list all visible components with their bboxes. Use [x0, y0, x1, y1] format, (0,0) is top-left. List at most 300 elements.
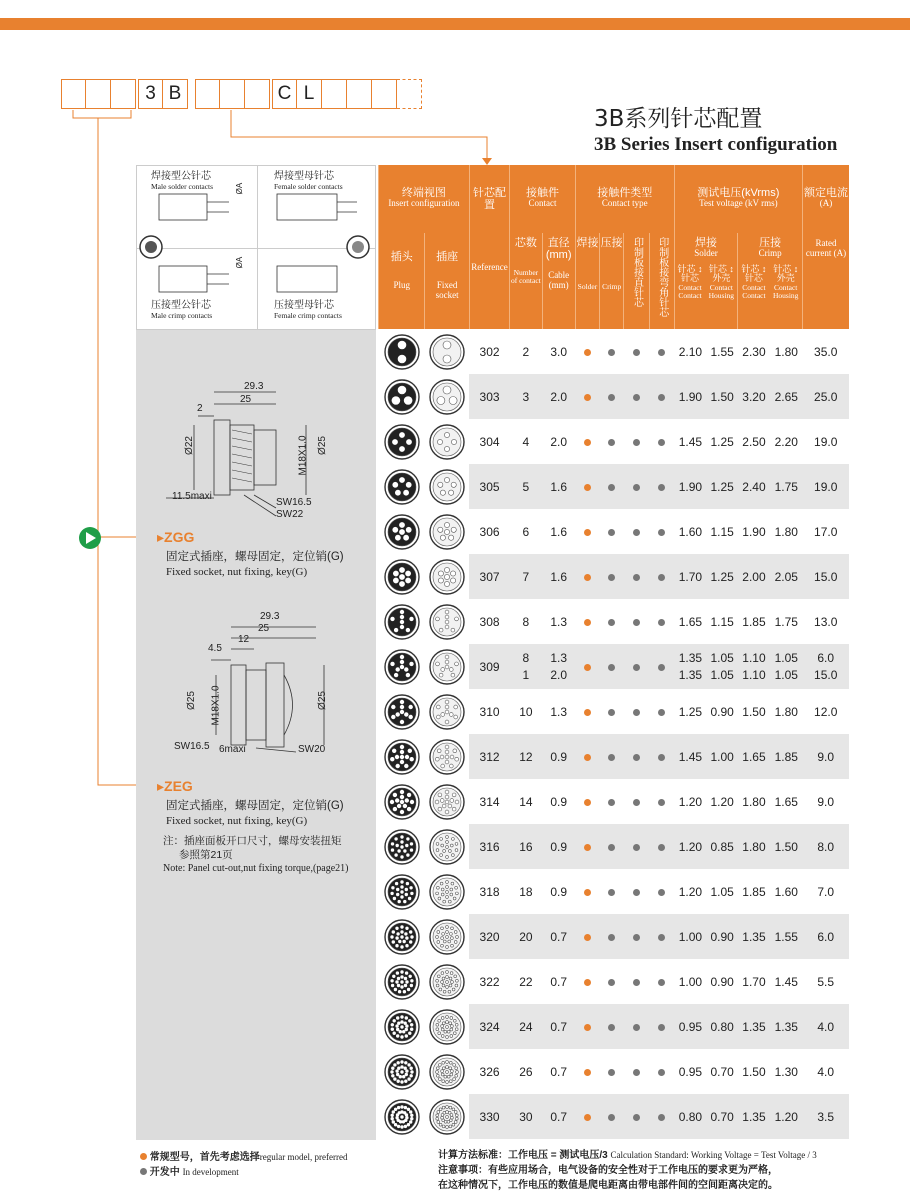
number-cell: 22 [510, 959, 542, 1004]
voltage-cell: 1.90 [674, 464, 706, 509]
voltage-cell: 1.50 [770, 824, 802, 869]
reference-cell: 310 [469, 689, 509, 734]
voltage-cell: 1.35 1.35 [674, 644, 706, 689]
plug-insert-icon [379, 464, 425, 509]
orange-dot-icon [584, 709, 591, 716]
number-cell: 3 [510, 374, 542, 419]
voltage-cell: 1.20 [707, 779, 738, 824]
diameter-cell: 1.6 [542, 554, 575, 599]
grey-dot-icon [608, 1114, 615, 1121]
footnotes: 计算方法标准：工作电压 = 测试电压/3 Calculation Standard: Working Voltage = Test Voltage / 3 注意事项：有些应用场合，电气设备的安全性对于工作电压的要求更为严格， 在这种情况下，工作电压的数值是爬电距离由带电部件间的空间距离决定的。 [438, 1150, 817, 1191]
rated-current-cell: 35.0 [802, 329, 849, 374]
rated-current-cell: 15.0 [802, 554, 849, 599]
socket-insert-icon [425, 464, 469, 509]
grey-dot-icon [633, 1024, 640, 1031]
plug-insert-icon [379, 779, 425, 824]
plug-insert-icon [379, 509, 425, 554]
voltage-cell: 1.05 1.05 [770, 644, 802, 689]
solder-header: 焊接 Solder [575, 233, 599, 329]
plug-insert-icon [379, 599, 425, 644]
voltage-cell: 0.90 [707, 959, 738, 1004]
dia-label: ØA [235, 256, 245, 269]
plug-insert-icon [379, 419, 425, 464]
voltage-cell: 1.65 [770, 779, 802, 824]
contact-types-panel [136, 165, 376, 330]
voltage-cell: 1.10 1.10 [738, 644, 770, 689]
voltage-cell: 1.90 [674, 374, 706, 419]
grey-dot-icon [658, 394, 665, 401]
pcb-angle-cell [649, 914, 674, 959]
grey-dot-icon [608, 394, 615, 401]
grey-dot-icon [633, 934, 640, 941]
voltage-cell: 1.80 [738, 824, 770, 869]
code-box: L [297, 79, 322, 109]
voltage-cell: 1.90 [738, 509, 770, 554]
rated-current-header: 额定电流 (A) Rated current (A) [802, 165, 849, 329]
voltage-cell: 1.80 [738, 779, 770, 824]
plug-header: 插头 Plug [379, 233, 425, 329]
table-row [379, 824, 850, 869]
table-row [379, 689, 850, 734]
voltage-cell: 1.70 [738, 959, 770, 1004]
rated-current-cell: 19.0 [802, 419, 849, 464]
plug-insert-icon [379, 554, 425, 599]
crimp-cell [600, 464, 624, 509]
rated-current-cell: 8.0 [802, 824, 849, 869]
grey-dot-icon [658, 349, 665, 356]
reference-cell: 308 [469, 599, 509, 644]
plug-insert-icon [379, 1094, 425, 1139]
voltage-cell: 1.60 [674, 509, 706, 554]
rated-current-cell: 19.0 [802, 464, 849, 509]
grey-dot-icon [658, 754, 665, 761]
diameter-cell: 1.6 [542, 464, 575, 509]
grey-dot-icon [633, 1114, 640, 1121]
voltage-cell: 2.00 [738, 554, 770, 599]
pcb-straight-header: 印制板接直针芯 [624, 233, 649, 329]
voltage-cell: 1.85 [770, 734, 802, 779]
pcb-angle-cell [649, 374, 674, 419]
voltage-cell: 0.80 [674, 1094, 706, 1139]
solder-cell [575, 599, 599, 644]
code-box: C [272, 79, 297, 109]
grey-dot-icon [608, 349, 615, 356]
pcb-angle-cell [649, 734, 674, 779]
reference-cell: 322 [469, 959, 509, 1004]
diameter-cell: 0.7 [542, 959, 575, 1004]
dim-label: 25 [258, 623, 270, 634]
pcb-angle-cell [649, 554, 674, 599]
pcb-angle-cell [649, 419, 674, 464]
rated-current-cell: 6.0 [802, 914, 849, 959]
crimp-cell [600, 509, 624, 554]
reference-cell: 318 [469, 869, 509, 914]
socket-insert-icon [425, 779, 469, 824]
solder-cell [575, 419, 599, 464]
table-row [379, 509, 850, 554]
reference-cell: 312 [469, 734, 509, 779]
grey-dot-icon [608, 574, 615, 581]
grey-dot-icon [658, 1069, 665, 1076]
diameter-cell: 0.9 [542, 824, 575, 869]
solder-cell [575, 1094, 599, 1139]
solder-cell [575, 644, 599, 689]
pcb-straight-cell [624, 689, 649, 734]
socket-insert-icon [425, 509, 469, 554]
pcb-straight-cell [624, 824, 649, 869]
grey-dot-icon [608, 754, 615, 761]
grey-dot-icon [633, 529, 640, 536]
grey-dot-icon [633, 844, 640, 851]
voltage-cell: 1.80 [770, 689, 802, 734]
pcb-angle-header: 印制板接弯角针芯 [649, 233, 674, 329]
grey-dot-icon [633, 754, 640, 761]
socket-insert-icon [425, 419, 469, 464]
voltage-cell: 1.55 [770, 914, 802, 959]
voltage-cell: 0.70 [707, 1094, 738, 1139]
grey-dot-icon [140, 1168, 147, 1175]
socket-insert-icon [425, 1004, 469, 1049]
orange-dot-icon [584, 889, 591, 896]
crimp-cell [600, 1049, 624, 1094]
grey-dot-icon [658, 799, 665, 806]
crimp-cell [600, 914, 624, 959]
plug-insert-icon [379, 374, 425, 419]
grey-dot-icon [633, 1069, 640, 1076]
reference-cell: 305 [469, 464, 509, 509]
rated-current-cell: 6.0 15.0 [802, 644, 849, 689]
voltage-cell: 1.80 [770, 329, 802, 374]
number-cell: 10 [510, 689, 542, 734]
pcb-straight-cell [624, 1049, 649, 1094]
reference-cell: 303 [469, 374, 509, 419]
grey-dot-icon [633, 484, 640, 491]
orange-dot-icon [584, 664, 591, 671]
crimp-cell [600, 374, 624, 419]
crimp-cell [600, 644, 624, 689]
page-title-en: 3B Series Insert configuration [594, 134, 838, 155]
zgg-code: ▸ZGG [157, 529, 195, 545]
socket-header: 插座 Fixed socket [425, 233, 469, 329]
pcb-angle-cell [649, 329, 674, 374]
voltage-cell: 1.05 [707, 869, 738, 914]
grey-dot-icon [608, 889, 615, 896]
diameter-cell: 1.3 2.0 [542, 644, 575, 689]
grey-dot-icon [633, 574, 640, 581]
number-cell: 7 [510, 554, 542, 599]
grey-dot-icon [633, 799, 640, 806]
diameter-cell: 0.7 [542, 1004, 575, 1049]
dim-label: SW16.5 [276, 497, 312, 508]
solder-cell [575, 1004, 599, 1049]
table-row [379, 419, 850, 464]
legend [140, 1150, 347, 1180]
voltage-cell: 1.55 [707, 329, 738, 374]
insert-view-header: 终端视图 Insert configuration [379, 165, 470, 233]
diameter-cell: 0.9 [542, 779, 575, 824]
pcb-straight-cell [624, 779, 649, 824]
reference-cell: 302 [469, 329, 509, 374]
voltage-cell: 1.50 [707, 374, 738, 419]
voltage-cell: 1.75 [770, 464, 802, 509]
solder-cell [575, 689, 599, 734]
voltage-cell: 0.90 [707, 914, 738, 959]
voltage-cell: 2.30 [738, 329, 770, 374]
voltage-cell: 1.20 [674, 869, 706, 914]
table-row [379, 464, 850, 509]
grey-dot-icon [608, 529, 615, 536]
voltage-cell: 1.25 [707, 419, 738, 464]
pcb-straight-cell [624, 644, 649, 689]
grey-dot-icon [658, 529, 665, 536]
table-row [379, 1004, 850, 1049]
dim-label: Ø25 [316, 436, 328, 455]
crimp-cell [600, 554, 624, 599]
diameter-cell: 0.9 [542, 734, 575, 779]
voltage-cell: 1.20 [674, 824, 706, 869]
pcb-angle-cell [649, 1094, 674, 1139]
voltage-cell: 1.15 [707, 509, 738, 554]
rated-current-cell: 12.0 [802, 689, 849, 734]
orange-dot-icon [584, 529, 591, 536]
solder-cell [575, 329, 599, 374]
zgg-description: 固定式插座，螺母固定，定位销(G) Fixed socket, nut fixing, key(G) [166, 551, 344, 578]
crimp-cell [600, 1004, 624, 1049]
pcb-straight-cell [624, 374, 649, 419]
number-cell: 16 [510, 824, 542, 869]
reference-cell: 330 [469, 1094, 509, 1139]
reference-header: 针芯配置 Reference [469, 165, 509, 329]
table-row [379, 1049, 850, 1094]
orange-dot-icon [584, 934, 591, 941]
voltage-cell: 1.65 [738, 734, 770, 779]
voltage-cell: 1.20 [770, 1094, 802, 1139]
pcb-angle-cell [649, 599, 674, 644]
voltage-cell: 1.00 [707, 734, 738, 779]
grey-dot-icon [633, 664, 640, 671]
diameter-cell: 2.0 [542, 374, 575, 419]
voltage-cell: 1.70 [674, 554, 706, 599]
grey-dot-icon [633, 889, 640, 896]
diameter-cell: 0.7 [542, 1049, 575, 1094]
number-cell: 5 [510, 464, 542, 509]
rated-current-cell: 3.5 [802, 1094, 849, 1139]
solder-cell [575, 959, 599, 1004]
diameter-cell: 1.6 [542, 509, 575, 554]
grey-dot-icon [658, 1114, 665, 1121]
dia-label: ØA [235, 182, 245, 195]
plug-insert-icon [379, 689, 425, 734]
dim-label: 6maxi [219, 744, 246, 755]
orange-dot-icon [584, 484, 591, 491]
diameter-cell: 2.0 [542, 419, 575, 464]
grey-dot-icon [658, 439, 665, 446]
contact-type-header: 接触件类型 Contact type [575, 165, 674, 233]
pcb-angle-cell [649, 464, 674, 509]
table-row [379, 554, 850, 599]
crimp-cell [600, 779, 624, 824]
dim-label: 25 [240, 394, 252, 405]
dim-label: Ø25 [316, 691, 328, 710]
rated-current-cell: 7.0 [802, 869, 849, 914]
pcb-straight-cell [624, 1094, 649, 1139]
crimp-cell [600, 419, 624, 464]
voltage-cell: 1.45 [674, 734, 706, 779]
pcb-angle-cell [649, 869, 674, 914]
voltage-cell: 1.65 [674, 599, 706, 644]
orange-dot-icon [584, 979, 591, 986]
voltage-cell: 1.35 [738, 914, 770, 959]
orange-dot-icon [584, 1069, 591, 1076]
diameter-cell: 0.9 [542, 869, 575, 914]
insert-config-table [378, 165, 849, 1139]
grey-dot-icon [608, 844, 615, 851]
table-row [379, 869, 850, 914]
rated-current-cell: 17.0 [802, 509, 849, 554]
plug-insert-icon [379, 1049, 425, 1094]
number-cell: 18 [510, 869, 542, 914]
dim-label: SW22 [276, 509, 304, 520]
voltage-cell: 1.35 [738, 1004, 770, 1049]
table-row [379, 329, 850, 374]
legend-dev: 开发中 In development [140, 1165, 347, 1180]
reference-cell: 314 [469, 779, 509, 824]
pcb-angle-cell [649, 509, 674, 554]
plug-insert-icon [379, 914, 425, 959]
diameter-cell: 3.0 [542, 329, 575, 374]
voltage-cell: 0.90 [707, 689, 738, 734]
solder-cell [575, 824, 599, 869]
crimp-cell [600, 1094, 624, 1139]
reference-cell: 326 [469, 1049, 509, 1094]
diameter-cell: 1.3 [542, 689, 575, 734]
rated-current-cell: 13.0 [802, 599, 849, 644]
grey-dot-icon [658, 844, 665, 851]
table-row [379, 959, 850, 1004]
voltage-cell: 1.05 1.05 [707, 644, 738, 689]
tv-crimp-header: 压接 Crimp 针芯 ↕ 针芯 Contact Contact 针芯 ↕ 外壳 Contact Housing [738, 233, 803, 329]
rated-current-cell: 4.0 [802, 1004, 849, 1049]
voltage-cell: 1.80 [770, 509, 802, 554]
grey-dot-icon [658, 664, 665, 671]
voltage-cell: 0.95 [674, 1004, 706, 1049]
grey-dot-icon [633, 619, 640, 626]
voltage-cell: 0.80 [707, 1004, 738, 1049]
number-cell: 2 [510, 329, 542, 374]
pcb-straight-cell [624, 554, 649, 599]
orange-dot-icon [140, 1153, 147, 1160]
socket-insert-icon [425, 959, 469, 1004]
socket-insert-icon [425, 1094, 469, 1139]
orange-dot-icon [584, 1024, 591, 1031]
crimp-header: 压接 Crimp [600, 233, 624, 329]
number-cell: 4 [510, 419, 542, 464]
zeg-code: ▸ZEG [157, 778, 193, 794]
dim-label: 11.5maxi [172, 491, 212, 502]
reference-cell: 309 [469, 644, 509, 689]
grey-dot-icon [633, 349, 640, 356]
voltage-cell: 1.00 [674, 959, 706, 1004]
socket-insert-icon [425, 824, 469, 869]
pcb-straight-cell [624, 419, 649, 464]
page-title-cn: 3B系列针芯配置 [594, 106, 763, 132]
tv-solder-header: 焊接 Solder 针芯 ↕ 针芯 Contact Contact 针芯 ↕ 外壳 Contact Housing [674, 233, 738, 329]
plug-insert-icon [379, 824, 425, 869]
voltage-cell: 1.85 [738, 869, 770, 914]
voltage-cell: 2.65 [770, 374, 802, 419]
pcb-angle-cell [649, 689, 674, 734]
contact-header: 接触件 Contact [510, 165, 576, 233]
voltage-cell: 1.25 [707, 554, 738, 599]
pcb-straight-cell [624, 1004, 649, 1049]
diameter-cell: 0.7 [542, 1094, 575, 1139]
reference-cell: 316 [469, 824, 509, 869]
voltage-cell: 1.35 [738, 1094, 770, 1139]
number-cell: 8 [510, 599, 542, 644]
pcb-straight-cell [624, 464, 649, 509]
number-cell: 30 [510, 1094, 542, 1139]
diameter-cell: 0.7 [542, 914, 575, 959]
socket-insert-icon [425, 374, 469, 419]
zeg-note: 注：插座面板开口尺寸，螺母安装扭矩 参照第21页 Note: Panel cut-out,nut fixing torque,(page21) [163, 835, 349, 875]
number-cell: 8 1 [510, 644, 542, 689]
table-row [379, 374, 850, 419]
plug-insert-icon [379, 734, 425, 779]
voltage-cell: 1.25 [707, 464, 738, 509]
voltage-cell: 1.20 [674, 779, 706, 824]
orange-dot-icon [584, 1114, 591, 1121]
grey-dot-icon [658, 1024, 665, 1031]
grey-dot-icon [658, 619, 665, 626]
insert-table-body [379, 329, 850, 1139]
male-crimp-label: 压接型公针芯 Male crimp contacts [151, 300, 213, 320]
pcb-straight-cell [624, 959, 649, 1004]
reference-cell: 304 [469, 419, 509, 464]
pcb-angle-cell [649, 1049, 674, 1094]
number-cell: 24 [510, 1004, 542, 1049]
solder-cell [575, 734, 599, 779]
voltage-cell: 1.35 [770, 1004, 802, 1049]
grey-dot-icon [633, 394, 640, 401]
socket-insert-icon [425, 599, 469, 644]
dim-label: 2 [197, 403, 203, 414]
crimp-cell [600, 824, 624, 869]
socket-insert-icon [425, 914, 469, 959]
plug-insert-icon [379, 869, 425, 914]
voltage-cell: 0.85 [707, 824, 738, 869]
crimp-cell [600, 734, 624, 779]
crimp-cell [600, 599, 624, 644]
pcb-straight-cell [624, 869, 649, 914]
socket-insert-icon [425, 689, 469, 734]
voltage-cell: 2.50 [738, 419, 770, 464]
rated-current-cell: 4.0 [802, 1049, 849, 1094]
crimp-cell [600, 329, 624, 374]
orange-dot-icon [584, 574, 591, 581]
grey-dot-icon [658, 934, 665, 941]
grey-dot-icon [608, 484, 615, 491]
plug-insert-icon [379, 644, 425, 689]
crimp-cell [600, 959, 624, 1004]
grey-dot-icon [658, 889, 665, 896]
grey-dot-icon [633, 439, 640, 446]
pcb-straight-cell [624, 509, 649, 554]
socket-insert-icon [425, 329, 469, 374]
voltage-cell: 1.45 [770, 959, 802, 1004]
plug-insert-icon [379, 329, 425, 374]
grey-dot-icon [608, 619, 615, 626]
reference-cell: 320 [469, 914, 509, 959]
